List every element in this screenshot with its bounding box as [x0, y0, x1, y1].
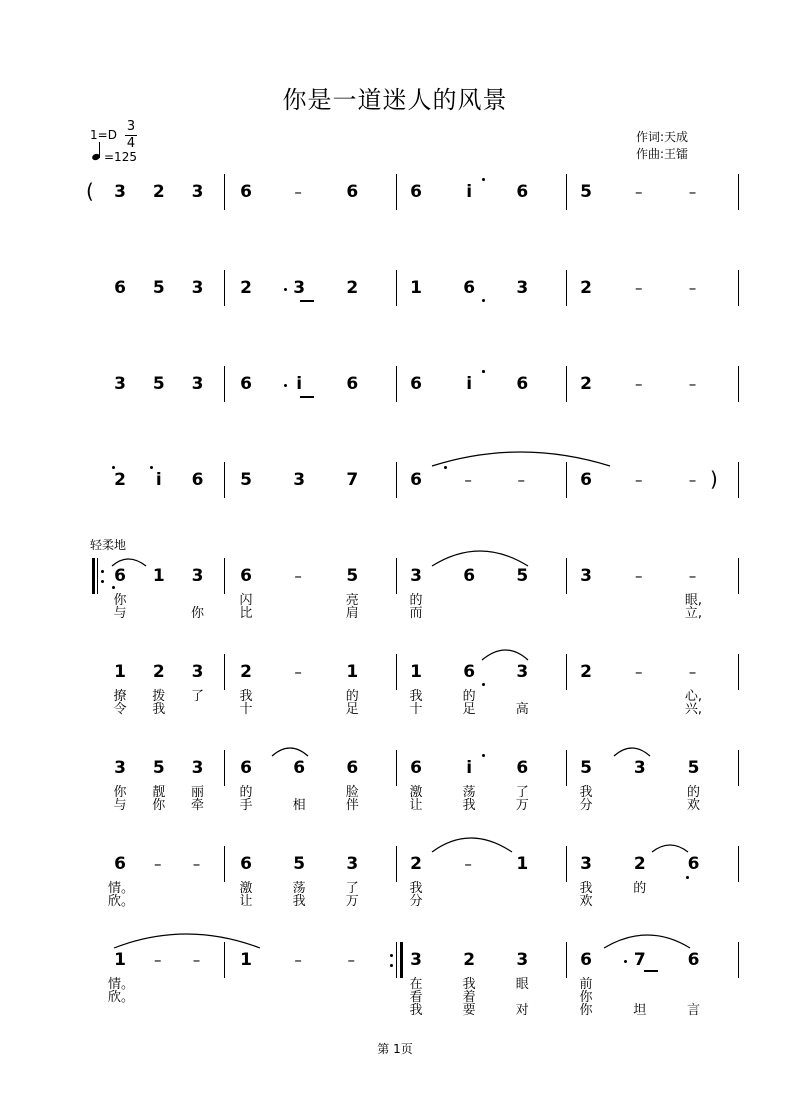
note: 2 [240, 278, 252, 298]
lyricist-credit: 作词:天成 [636, 130, 689, 144]
note: 3 [114, 374, 126, 394]
bar-line [224, 558, 225, 594]
note: 3 [114, 182, 126, 202]
octave-dot-low [482, 299, 485, 302]
slur [652, 845, 688, 852]
lyric-syllable: 了 [515, 785, 529, 800]
note: 5 [152, 374, 165, 394]
lyric-syllable: 拨 [152, 689, 166, 704]
lyric-syllable: 你 [113, 785, 127, 800]
note: 1 [114, 950, 126, 970]
lyric-syllable: 而 [409, 606, 423, 621]
lyric-syllable: 在 [409, 977, 423, 992]
dash-extension: – [154, 855, 162, 873]
note: 3 [191, 566, 204, 586]
lyric-syllable: 情。 [108, 977, 135, 992]
bar-line [224, 366, 225, 402]
octave-dot [482, 754, 485, 757]
note: 6 [687, 950, 700, 970]
bar-line [738, 846, 739, 882]
bar-line [396, 174, 397, 210]
lyric-syllable: 足 [345, 702, 359, 717]
note: 3 [191, 278, 204, 298]
note: i [466, 758, 473, 778]
lyric-syllable: 言 [686, 1003, 700, 1018]
dash-extension: – [688, 183, 697, 201]
bar-line [566, 558, 567, 594]
note: 7 [346, 470, 359, 490]
composer-credit: 作曲:王镭 [636, 147, 689, 161]
note: 2 [114, 470, 126, 490]
note: 5 [240, 470, 252, 490]
note: 6 [240, 374, 252, 394]
dash-extension: – [635, 663, 643, 681]
augmentation-dot [284, 288, 287, 291]
note: 6 [516, 758, 529, 778]
note: 3 [516, 662, 529, 682]
note: i [466, 182, 473, 202]
repeat-bar-thick [92, 558, 95, 594]
note: 1 [114, 662, 126, 682]
time-signature-bottom: 4 [126, 136, 136, 151]
note: 3 [580, 854, 592, 874]
note: 5 [152, 758, 165, 778]
dash-extension: – [635, 375, 643, 393]
bar-line [396, 366, 397, 402]
lyric-syllable: 亮 [345, 593, 359, 608]
bar-line [396, 462, 397, 498]
quarter-note-stem [99, 142, 100, 158]
lyric-syllable: 荡 [462, 785, 476, 800]
slur [604, 935, 690, 948]
lyric-syllable: 比 [239, 606, 253, 621]
note: 6 [687, 854, 700, 874]
octave-dot-low [482, 683, 485, 686]
note: 6 [293, 758, 306, 778]
lyric-syllable: 欣。 [108, 894, 135, 909]
lyric-syllable: 撩 [113, 689, 127, 704]
note: 6 [463, 278, 476, 298]
note: 6 [580, 470, 592, 490]
bar-line [738, 654, 739, 690]
lyric-syllable: 要 [462, 1003, 476, 1018]
bar-line [396, 654, 397, 690]
note: i [466, 374, 473, 394]
bar-line [396, 846, 397, 882]
dash-extension: – [635, 471, 643, 489]
note: 6 [580, 950, 592, 970]
lyric-syllable: 欢 [686, 798, 700, 813]
lyric-syllable: 丽 [190, 785, 204, 800]
note: 6 [463, 566, 476, 586]
octave-dot [444, 466, 447, 469]
bar-line [738, 366, 739, 402]
lyric-syllable: 伴 [345, 798, 359, 813]
note: i [296, 374, 303, 394]
note: 5 [580, 182, 592, 202]
note: 3 [191, 758, 204, 778]
note: 5 [687, 758, 700, 778]
note: i [155, 470, 162, 490]
note: 3 [516, 950, 529, 970]
dash-extension: – [517, 471, 525, 489]
bar-line [566, 174, 567, 210]
dash-extension: – [154, 951, 162, 969]
dash-extension: – [464, 855, 472, 873]
repeat-dot [390, 964, 393, 967]
lyric-syllable: 脸 [345, 785, 359, 800]
octave-dot [482, 178, 485, 181]
lyric-syllable: 了 [190, 689, 204, 704]
eighth-underline [300, 396, 314, 398]
note: 3 [410, 950, 422, 970]
lyric-syllable: 激 [409, 785, 423, 800]
note: 6 [191, 470, 204, 490]
lyric-syllable: 手 [239, 798, 253, 813]
octave-dot [482, 370, 485, 373]
note: 6 [240, 854, 252, 874]
lyric-syllable: 十 [239, 702, 253, 717]
lyric-syllable: 的 [462, 689, 476, 704]
bar-line [224, 174, 225, 210]
note: 6 [240, 758, 252, 778]
note: 3 [114, 758, 126, 778]
repeat-bar-thin [396, 942, 397, 978]
lyric-syllable: 让 [409, 798, 423, 813]
lyric-syllable: 我 [409, 1003, 423, 1018]
bar-line [396, 558, 397, 594]
lyric-syllable: 靓 [152, 785, 166, 800]
slur [272, 748, 308, 756]
tie [114, 934, 260, 948]
lyric-syllable: 坦 [633, 1003, 647, 1018]
note: 6 [114, 854, 126, 874]
lyric-syllable: 我 [409, 689, 423, 704]
augmentation-dot [284, 384, 287, 387]
note: 6 [114, 278, 126, 298]
lyric-syllable: 眼, [684, 593, 703, 608]
lyric-syllable: 你 [113, 593, 127, 608]
note: 5 [516, 566, 529, 586]
lyric-syllable: 你 [579, 1003, 593, 1018]
note: 2 [410, 854, 422, 874]
dash-extension: – [347, 951, 355, 969]
bar-line [224, 846, 225, 882]
lyric-syllable: 的 [633, 881, 647, 896]
octave-dot [150, 466, 153, 469]
repeat-paren-close: ) [710, 467, 718, 491]
eighth-underline [644, 970, 658, 972]
dash-extension: – [294, 951, 302, 969]
note: 6 [346, 758, 359, 778]
lyric-syllable: 眼 [515, 977, 529, 992]
repeat-dot [101, 570, 104, 573]
dash-extension: – [688, 663, 697, 681]
note: 1 [240, 950, 252, 970]
lyric-syllable: 立, [684, 606, 703, 621]
lyric-syllable: 闪 [239, 593, 253, 608]
note: 1 [346, 662, 359, 682]
note: 3 [346, 854, 359, 874]
note: 3 [293, 278, 306, 298]
lyric-syllable: 分 [579, 798, 593, 813]
octave-dot-low [686, 876, 689, 879]
note: 6 [463, 662, 476, 682]
dash-extension: – [688, 279, 697, 297]
note: 2 [152, 662, 165, 682]
lyric-syllable: 万 [345, 894, 359, 909]
slur [432, 551, 528, 566]
note: 5 [293, 854, 306, 874]
bar-line [566, 846, 567, 882]
repeat-dot [390, 954, 393, 957]
dash-extension: – [688, 375, 697, 393]
lyric-syllable: 我 [462, 798, 476, 813]
lyric-syllable: 前 [579, 977, 593, 992]
note: 6 [410, 374, 422, 394]
lyric-syllable: 我 [409, 881, 423, 896]
note: 6 [410, 182, 422, 202]
note: 6 [240, 182, 252, 202]
slur [432, 838, 512, 852]
note: 6 [410, 758, 422, 778]
note: 6 [516, 182, 529, 202]
note: 3 [633, 758, 646, 778]
repeat-paren-open: ( [86, 179, 94, 203]
key-signature: 1=D [90, 128, 117, 142]
lyric-syllable: 我 [579, 881, 593, 896]
repeat-dot [101, 580, 104, 583]
note: 3 [191, 662, 204, 682]
lyric-syllable: 你 [579, 990, 593, 1005]
note: 2 [633, 854, 646, 874]
note: 5 [580, 758, 592, 778]
note: 1 [516, 854, 529, 874]
bar-line [738, 462, 739, 498]
bar-line [566, 654, 567, 690]
lyric-syllable: 与 [113, 606, 127, 621]
lyric-syllable: 我 [152, 702, 166, 717]
note: 2 [580, 374, 592, 394]
bar-line [738, 558, 739, 594]
bar-line [738, 270, 739, 306]
lyric-syllable: 着 [462, 990, 476, 1005]
note: 3 [191, 182, 204, 202]
expression-mark: 轻柔地 [90, 538, 127, 552]
bar-line [396, 270, 397, 306]
lyric-syllable: 你 [152, 798, 166, 813]
lyric-syllable: 让 [239, 894, 253, 909]
note: 3 [293, 470, 306, 490]
note: 3 [410, 566, 422, 586]
lyric-syllable: 令 [113, 702, 127, 717]
bar-line [566, 462, 567, 498]
bar-line [566, 750, 567, 786]
dash-extension: – [635, 567, 643, 585]
repeat-bar-thick [400, 942, 403, 978]
dash-extension: – [192, 951, 201, 969]
dash-extension: – [635, 183, 643, 201]
note: 7 [633, 950, 646, 970]
lyric-syllable: 万 [515, 798, 529, 813]
bar-line [566, 942, 567, 978]
slur [614, 748, 650, 756]
note: 1 [410, 278, 422, 298]
bar-line [396, 750, 397, 786]
dash-extension: – [688, 567, 697, 585]
note: 6 [346, 374, 359, 394]
note: 2 [580, 662, 592, 682]
bar-line [566, 270, 567, 306]
bar-line [224, 654, 225, 690]
tie [432, 452, 610, 466]
lyric-syllable: 的 [409, 593, 423, 608]
note: 2 [346, 278, 359, 298]
lyric-syllable: 心, [684, 689, 703, 704]
bar-line [224, 462, 225, 498]
note: 3 [191, 374, 204, 394]
lyric-syllable: 相 [292, 798, 306, 813]
bar-line [738, 750, 739, 786]
song-title: 你是一道迷人的风景 [282, 86, 508, 114]
note: 6 [516, 374, 529, 394]
note: 3 [580, 566, 592, 586]
augmentation-dot [624, 960, 627, 963]
note: 2 [240, 662, 252, 682]
note: 2 [152, 182, 165, 202]
bar-line [224, 270, 225, 306]
dash-extension: – [635, 279, 643, 297]
dash-extension: – [294, 567, 302, 585]
note: 3 [516, 278, 529, 298]
lyric-syllable: 的 [345, 689, 359, 704]
tempo-marking: =125 [104, 150, 137, 164]
lyric-syllable: 牵 [190, 798, 204, 813]
lyric-syllable: 与 [113, 798, 127, 813]
bar-line [224, 750, 225, 786]
note: 5 [346, 566, 359, 586]
note: 6 [240, 566, 252, 586]
dash-extension: – [294, 183, 302, 201]
lyric-syllable: 了 [345, 881, 359, 896]
lyric-syllable: 我 [239, 689, 253, 704]
lyric-syllable: 欢 [579, 894, 593, 909]
note: 2 [580, 278, 592, 298]
bar-line [224, 942, 225, 978]
dash-extension: – [294, 663, 302, 681]
octave-dot [112, 466, 115, 469]
bar-line [738, 174, 739, 210]
note: 2 [463, 950, 476, 970]
lyric-syllable: 情。 [108, 881, 135, 896]
dash-extension: – [464, 471, 472, 489]
octave-dot-low [112, 586, 115, 589]
note: 1 [410, 662, 422, 682]
eighth-underline [300, 300, 314, 302]
dash-extension: – [688, 471, 697, 489]
lyric-syllable: 高 [515, 702, 529, 717]
lyric-syllable: 荡 [292, 881, 306, 896]
slur [482, 650, 528, 660]
lyric-syllable: 兴, [684, 702, 703, 717]
note: 5 [152, 278, 165, 298]
time-signature-top: 3 [126, 119, 136, 134]
lyric-syllable: 的 [686, 785, 700, 800]
dash-extension: – [192, 855, 201, 873]
lyric-syllable: 我 [579, 785, 593, 800]
lyric-syllable: 看 [409, 990, 423, 1005]
lyric-syllable: 对 [515, 1003, 529, 1018]
note: 6 [346, 182, 359, 202]
note: 6 [410, 470, 422, 490]
bar-line [566, 366, 567, 402]
lyric-syllable: 我 [462, 977, 476, 992]
lyric-syllable: 你 [190, 606, 204, 621]
repeat-bar-thin [97, 558, 98, 594]
note: 6 [114, 566, 126, 586]
slur [112, 559, 146, 566]
lyric-syllable: 激 [239, 881, 253, 896]
note: 1 [152, 566, 165, 586]
lyric-syllable: 十 [409, 702, 423, 717]
lyric-syllable: 的 [239, 785, 253, 800]
lyric-syllable: 足 [462, 702, 476, 717]
page-number: 第 1页 [377, 1042, 413, 1056]
lyric-syllable: 欣。 [108, 990, 135, 1005]
bar-line [738, 942, 739, 978]
lyric-syllable: 我 [292, 894, 306, 909]
lyric-syllable: 肩 [345, 606, 359, 621]
lyric-syllable: 分 [409, 894, 423, 909]
